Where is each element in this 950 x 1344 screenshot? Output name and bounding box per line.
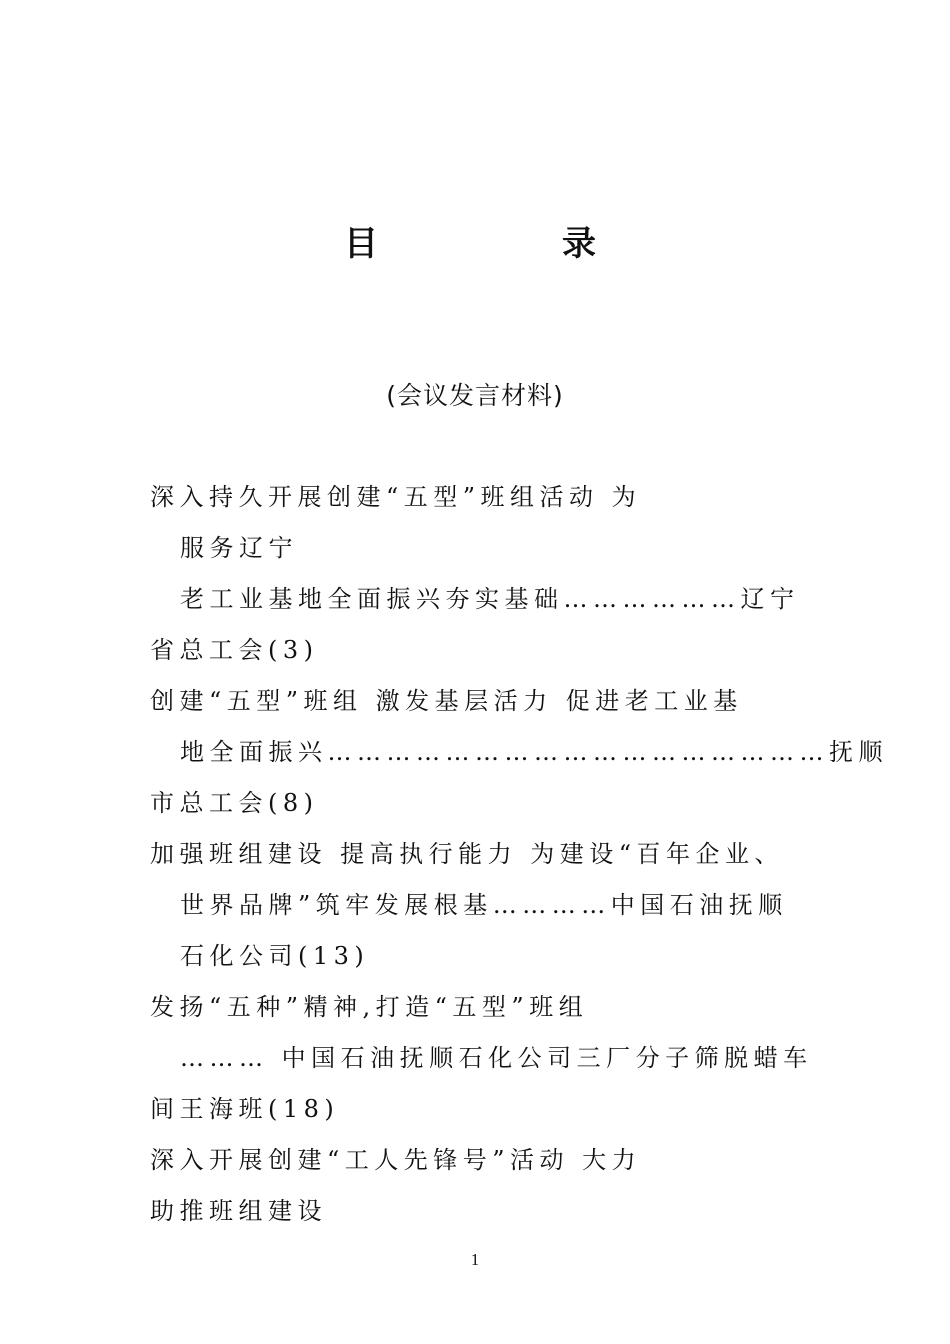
toc-line: 石化公司(13): [180, 942, 370, 970]
toc-line: 助推班组建设: [150, 1197, 327, 1225]
toc-line: 发扬“五种”精神,打造“五型”班组: [150, 993, 589, 1021]
toc-line: 间王海班(18): [150, 1095, 340, 1123]
toc-line: 省总工会(3): [150, 636, 319, 664]
toc-line: 世界品牌”筑牢发展根基…………中国石油抚顺: [180, 891, 788, 919]
toc-line: 加强班组建设 提高执行能力 为建设“百年企业、: [150, 840, 785, 868]
toc-title-char-1: 目: [344, 224, 378, 264]
toc-line: ……… 中国石油抚顺石化公司三厂分子筛脱蜡车: [180, 1044, 813, 1072]
toc-line: 创建“五型”班组 激发基层活力 促进老工业基: [150, 687, 743, 715]
toc-line: 老工业基地全面振兴夯实基础………………辽宁: [180, 585, 800, 613]
toc-line: 深入持久开展创建“五型”班组活动 为: [150, 483, 642, 511]
toc-subtitle: (会议发言材料): [386, 381, 564, 410]
toc-line: 服务辽宁: [180, 534, 298, 562]
toc-line: 地全面振兴……………………………………………抚顺: [180, 738, 888, 766]
toc-title: [0, 222, 950, 266]
toc-line: 市总工会(8): [150, 789, 319, 817]
toc-line: 深入开展创建“工人先锋号”活动 大力: [150, 1146, 642, 1174]
page-number: 1: [470, 1250, 480, 1269]
toc-title-char-2: 录: [562, 224, 596, 264]
toc-list: [150, 477, 888, 1242]
